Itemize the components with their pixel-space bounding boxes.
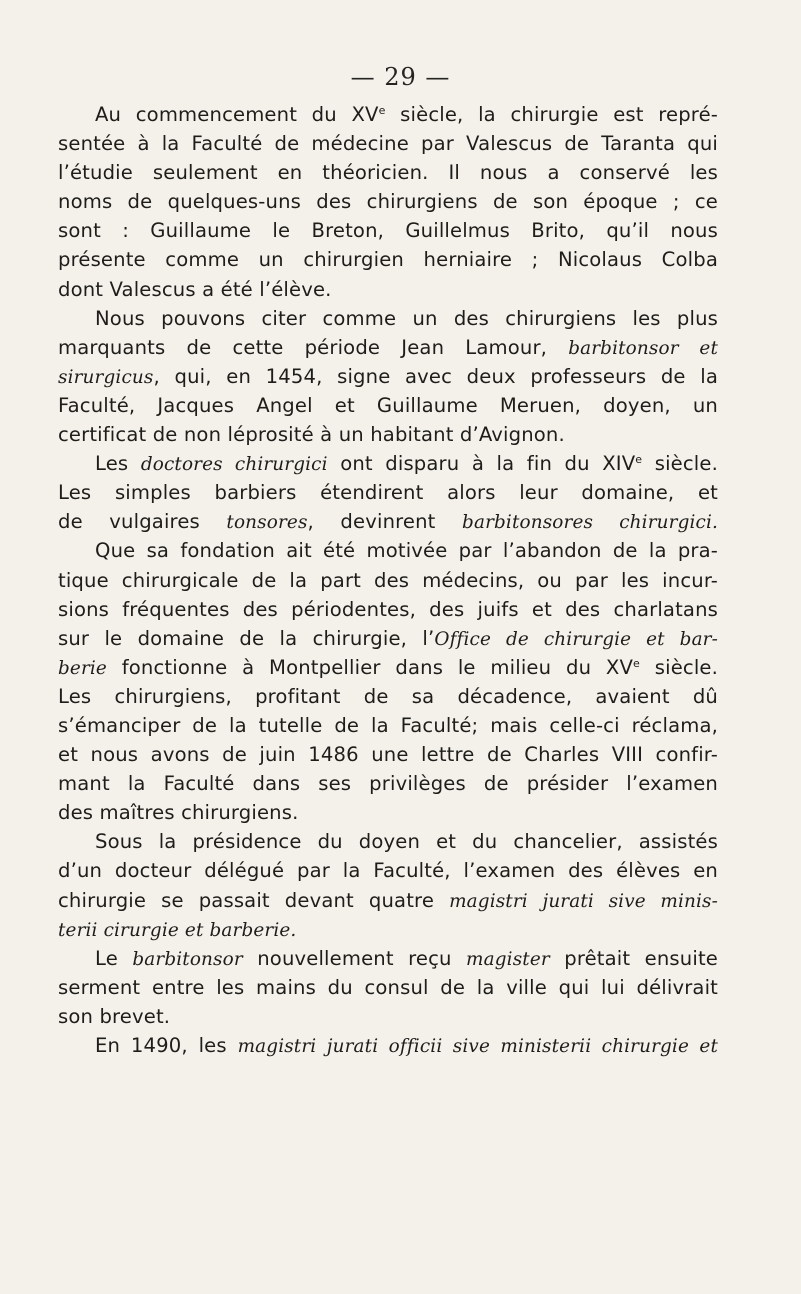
text-line — [58, 886, 718, 915]
text-line — [58, 944, 718, 973]
text-segment: sentée à la Faculté de médecine par Valescus de Taranta qui — [58, 132, 718, 156]
text-segment: nouvellement reçu — [242, 946, 467, 970]
text-segment: certificat de non léprosité à un habitant d’Avignon. — [58, 423, 565, 447]
text-segment: d’un docteur délégué par la Faculté, l’examen des élèves en — [58, 859, 718, 883]
text-segment: tique chirurgicale de la part des médecins, ou par les incur- — [58, 568, 718, 592]
text-segment: sont : Guillaume le Breton, Guillelmus Brito, qu’il nous — [58, 219, 718, 243]
text-segment: Au commencement du XV — [95, 103, 379, 126]
text-segment: , qui, en 1454, signe avec deux professeurs de la — [153, 364, 718, 388]
text-line — [58, 158, 718, 187]
text-line — [58, 245, 718, 274]
text-line — [58, 507, 718, 536]
text-line — [58, 536, 718, 565]
text-segment: Que sa fondation ait été motivée par l’abandon de la pra- — [95, 539, 718, 563]
text-line — [58, 1002, 718, 1031]
italic-text: sirurgicus — [58, 366, 154, 388]
text-line — [58, 624, 718, 653]
text-line — [58, 682, 718, 711]
text-segment: Nous pouvons citer comme un des chirurgiens les plus — [95, 306, 718, 330]
italic-text: magistri jurati officii sive ministerii chirurgie et — [237, 1036, 719, 1057]
text-segment: sur le domaine de la chirurgie, l’ — [58, 626, 435, 650]
italic-text: berie — [58, 657, 107, 679]
text-segment: Les simples barbiers étendirent alors leur domaine, et — [58, 481, 718, 505]
text-segment: Les — [95, 452, 141, 476]
text-segment: Sous la présidence du doyen et du chancelier, assistés — [95, 830, 718, 854]
text-segment: prêtait ensuite — [549, 946, 718, 970]
text-segment: siècle. — [642, 452, 718, 476]
italic-text: doctores chirurgici — [140, 454, 328, 476]
text-line — [58, 391, 718, 420]
text-segment: des maîtres chirurgiens. — [58, 801, 299, 825]
text-segment: , devinrent — [307, 510, 463, 534]
text-segment: siècle, la chirurgie est repré- — [385, 103, 718, 126]
text-segment: son brevet. — [58, 1004, 171, 1028]
text-line — [58, 333, 718, 362]
text-line — [58, 100, 718, 129]
text-segment: chirurgie se passait devant quatre — [58, 888, 450, 912]
italic-text: barbitonsores chirurgici. — [462, 512, 719, 534]
text-line — [58, 973, 718, 1002]
text-segment: Les chirurgiens, profitant de sa décadence, avaient dû — [58, 684, 718, 708]
text-line — [58, 798, 718, 827]
text-segment: Faculté, Jacques Angel et Guillaume Meruen, doyen, un — [58, 393, 718, 417]
text-segment: En 1490, les — [95, 1034, 238, 1057]
text-segment: serment entre les mains du consul de la ville qui lui délivrait — [58, 975, 718, 999]
text-line — [58, 187, 718, 216]
italic-text: barbitonsor — [132, 948, 243, 970]
text-line — [58, 362, 718, 391]
text-segment: noms de quelques-uns des chirurgiens de son époque ; ce — [58, 190, 718, 214]
text-line — [58, 856, 718, 885]
text-segment: marquants de cette période Jean Lamour, — [58, 335, 569, 359]
text-line — [58, 827, 718, 856]
text-line — [58, 740, 718, 769]
text-segment: ont disparu à la fin du XIV — [327, 452, 636, 476]
italic-text: Office de chirurgie et bar- — [434, 628, 718, 650]
body-text — [58, 100, 718, 1060]
text-segment: s’émanciper de la tutelle de la Faculté; mais celle-ci réclama, — [58, 713, 718, 737]
text-line — [58, 653, 718, 682]
text-line — [58, 915, 718, 944]
text-segment: et nous avons de juin 1486 une lettre de Charles VIII confir- — [58, 743, 718, 767]
text-line — [58, 566, 718, 595]
text-segment: fonctionne à Montpellier dans le milieu du XV — [106, 655, 634, 679]
italic-text: terii cirurgie et barberie. — [58, 919, 297, 941]
italic-text: tonsores — [226, 512, 308, 534]
text-line — [58, 595, 718, 624]
text-line — [58, 1031, 718, 1060]
text-segment: l’étudie seulement en théoricien. Il nous a conservé les — [58, 161, 718, 185]
text-line — [58, 711, 718, 740]
text-segment: mant la Faculté dans ses privilèges de présider l’examen — [58, 772, 718, 796]
text-line — [58, 769, 718, 798]
text-segment: Le — [95, 946, 133, 970]
text-segment: sions fréquentes des périodentes, des juifs et des charlatans — [58, 597, 718, 621]
text-line — [58, 478, 718, 507]
italic-text: magister — [466, 948, 550, 970]
superscript: e — [378, 104, 386, 117]
text-line — [58, 129, 718, 158]
superscript: e — [633, 656, 640, 670]
superscript: e — [635, 453, 643, 467]
text-segment: siècle. — [639, 655, 719, 679]
text-segment: dont Valescus a été l’élève. — [58, 277, 332, 301]
page-number: — 29 — — [350, 63, 451, 91]
text-segment: de vulgaires — [58, 510, 227, 534]
italic-text: barbitonsor et — [568, 337, 718, 359]
text-line — [58, 449, 718, 478]
text-line — [58, 275, 718, 304]
italic-text: magistri jurati sive minis- — [449, 890, 719, 912]
text-line — [58, 216, 718, 245]
text-line — [58, 420, 718, 449]
text-segment: présente comme un chirurgien herniaire ; Nicolaus Colba — [58, 248, 718, 272]
text-line — [58, 304, 718, 333]
